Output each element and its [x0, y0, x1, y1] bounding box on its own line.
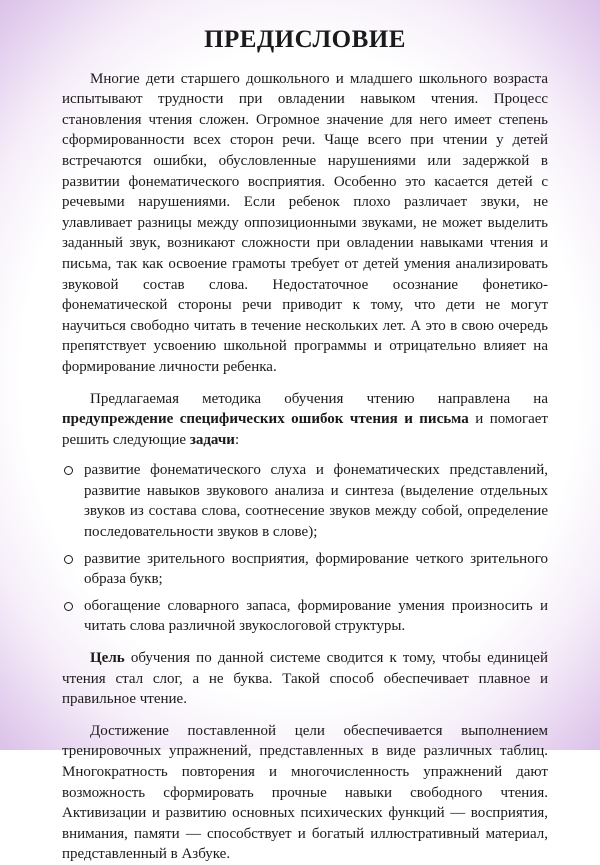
- goal-word: Цель: [90, 650, 125, 667]
- preface-content: [62, 26, 548, 865]
- task-text: развитие зрительного восприятия, формирование четкого зрительного образа букв;: [84, 550, 548, 588]
- method-bold-phrase: предупреждение специфических ошибок чтения и письма: [62, 411, 469, 428]
- method-text-after: :: [234, 431, 240, 448]
- circle-bullet-icon: [64, 466, 73, 475]
- circle-bullet-icon: [64, 602, 73, 611]
- circle-bullet-icon: [64, 555, 73, 564]
- method-text-middle: и помогает решить следующие: [62, 411, 548, 448]
- goal-paragraph: [62, 648, 548, 710]
- tasks-list: [62, 460, 548, 637]
- task-text: обогащение словарного запаса, формирование умения произносить и читать слова различной звукослоговой структуры.: [84, 597, 548, 635]
- task-item: [62, 549, 548, 590]
- method-text-before: Предлагаемая методика обучения чтению направлена на: [90, 390, 548, 407]
- page-title: ПРЕДИСЛОВИЕ: [204, 26, 406, 53]
- task-item: [62, 460, 548, 542]
- task-item: [62, 596, 548, 637]
- goal-text: обучения по данной системе сводится к тому, чтобы единицей чтения стал слог, а не буква. Такой способ обеспечивает плавное и правильное чтение.: [62, 650, 548, 708]
- task-text: развитие фонематического слуха и фонематических представлений, развитие навыков звукового анализа и синтеза (выделение отдельных звуков из состава слова, соотнесение звуков между собой, определение последовательности звуков в слове);: [84, 462, 548, 541]
- intro-paragraph: Многие дети старшего дошкольного и младшего школьного возраста испытывают трудности при овладении навыком чтения. Процесс становления чтения сложен. Огромное значение для него имеет степень сформированности всех сторон речи. Чаще всего при чтении у детей встречаются ошибки, обусловленные нарушениями или задержкой в развитии фонематического восприятия. Особенно это касается детей с речевыми нарушениями. Если ребенок плохо различает звуки, не улавливает разницы между оппозиционными звуками, не может выделить заданный звук, возникают сложности при овладении навыками чтения и письма, так как освоение грамоты требует от детей умения анализировать звуковой состав слова. Недостаточное осознание фонетико-фонематической стороны речи приводит к тому, что дети не могут научиться свободно читать в течение нескольких лет. А это в свою очередь препятствует усвоению школьной программы и отрицательно влияет на формирование личности ребенка.: [62, 70, 548, 375]
- exercises-paragraph: Достижение поставленной цели обеспечивается выполнением тренировочных упражнений, представленных в виде различных таблиц. Многократность повторения и многочисленность упражнений дают возможность сформировать прочные навыки свободного чтения. Активизации и развитию основных психических функций — восприятия, внимания, памяти — способствует и богатый иллюстративный материал, представленный в Азбуке.: [62, 722, 548, 863]
- method-paragraph: [62, 389, 548, 451]
- tasks-word: задачи: [189, 431, 235, 448]
